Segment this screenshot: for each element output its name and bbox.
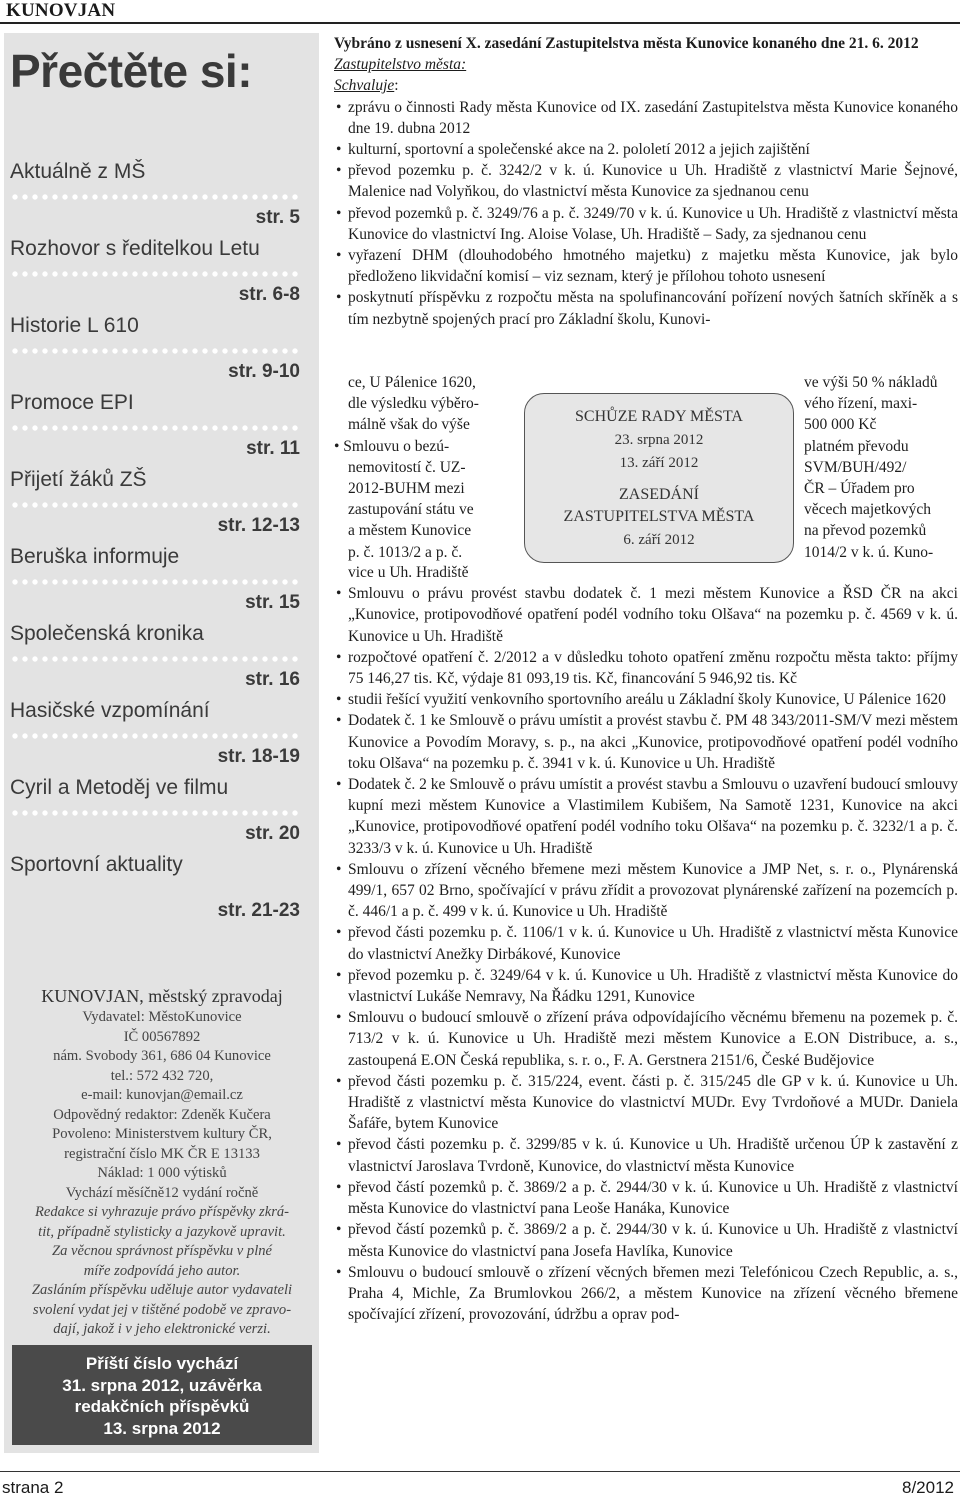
header-rule bbox=[0, 22, 960, 24]
toc-item-title: Beruška informuje bbox=[10, 545, 180, 568]
list-item: • převod částí pozemků p. č. 3869/2 a p. č. 2944/30 v k. ú. Kunovice u Uh. Hradiště z vlastnictví města Kunovice do vlastnictví pana Josefa Havlíka, Kunovice bbox=[336, 1221, 958, 1260]
list-item: • Smlouvu o zřízení věcného břemene mezi městem Kunovice a JMP Net, s. r. o., Plynárenská 499/1, 657 02 Brno, spočívající v právu zřídit a provozovat plynárenské zařízení na pozemcích p. č. 446/1 a p. č. 499 v k. ú. Kunovice u Uh. Hradiště bbox=[336, 860, 958, 921]
list-item: • Smlouvu o budoucí smlouvě o zřízení věcných břemen mezi Telefónicou Czech Republic, a. s., Praha 4, Michle, Za Brumlovkou 266/2, a městem Kunovice na zřízení věcného břemene spočívající zřízení, provozování, údržbu a oprav pod- bbox=[336, 1263, 958, 1324]
next-issue-box bbox=[12, 1345, 312, 1445]
toc-item[interactable] bbox=[10, 314, 308, 391]
imprint-note: Za věcnou správnost příspěvku v plné bbox=[51, 1243, 273, 1259]
toc-item[interactable] bbox=[10, 699, 308, 776]
list-item: • převod částí pozemků p. č. 3869/2 a p. č. 2944/30 v k. ú. Kunovice u Uh. Hradiště z vlastnictví města Kunovice do vlastnictví pana Leoše Hanáka, Kunovice bbox=[336, 1178, 958, 1218]
list-item: • převod části pozemku p. č. 1106/1 v k. ú. Kunovice u Uh. Hradiště z vlastnictví města Kunovice do vlastnictví Anežky Dirbákové, Kunovice bbox=[336, 924, 958, 963]
toc-item-title: Sportovní aktuality bbox=[10, 853, 183, 876]
article-bottom bbox=[334, 562, 958, 1325]
imprint-frequency: Vychází měsíčně12 vydání ročně bbox=[65, 1184, 259, 1201]
imprint-permission: Povoleno: Ministerstvem kultury ČR, bbox=[52, 1126, 272, 1142]
wrap-line: vého řízení, maxi- bbox=[804, 395, 918, 413]
imprint-note: Zasláním příspěvku uděluje autor vydavateli bbox=[31, 1282, 293, 1298]
toc-heading: Přečtěte si: bbox=[10, 45, 253, 97]
toc-item-title: Cyril a Metoděj ve filmu bbox=[10, 776, 229, 799]
dotted-divider bbox=[10, 193, 302, 201]
article-top bbox=[334, 33, 958, 330]
list-item: • kulturní, sportovní a společenské akce na 2. pololetí 2012 a jejich zajištění bbox=[336, 141, 810, 159]
imprint-note: tit, případně stylisticky a jazykově upravit. bbox=[38, 1223, 286, 1240]
next-issue-line: 13. srpna 2012 bbox=[103, 1418, 221, 1438]
wrap-line: nemovitostí č. UZ- bbox=[348, 458, 466, 476]
imprint-note: míře zodpovídá jeho autor. bbox=[83, 1262, 241, 1279]
council-meeting-title: SCHŮZE RADY MĚSTA bbox=[575, 408, 743, 425]
wrap-line: dle výsledku výběro- bbox=[348, 395, 479, 413]
dotted-divider bbox=[10, 270, 302, 278]
toc-item[interactable] bbox=[10, 776, 308, 853]
imprint bbox=[12, 985, 312, 1340]
dotted-divider bbox=[10, 501, 302, 509]
imprint-email[interactable]: e-mail: kunovjan@email.cz bbox=[81, 1087, 243, 1103]
imprint-publisher: Vydavatel: MěstoKunovice bbox=[82, 1009, 242, 1025]
imprint-note: svolení vydat jej v tištěné podobě ve zpravo- bbox=[32, 1301, 292, 1318]
toc-item-title: Promoce EPI bbox=[10, 391, 134, 414]
dotted-divider bbox=[10, 809, 302, 817]
wrap-line: p. č. 1013/2 a p. č. bbox=[348, 543, 463, 561]
assembly-title: ZASEDÁNÍ bbox=[619, 486, 699, 503]
wrap-line: ce, U Pálenice 1620, bbox=[348, 374, 476, 391]
wrap-line: SVM/BUH/492/ bbox=[804, 458, 907, 476]
list-item: • převod pozemků p. č. 3249/76 a p. č. 3249/70 v k. ú. Kunovice u Uh. Hradiště z vlastnictví města Kunovice do vlastnictví Ing. Aloise Volase, Uh. Hradiště – Sady, za sjednanou cenu bbox=[336, 204, 958, 243]
toc-item-title: Přijetí žáků ZŠ bbox=[10, 468, 147, 491]
toc-item-title: Aktuálně z MŠ bbox=[10, 160, 146, 183]
toc-item[interactable] bbox=[10, 545, 308, 622]
dotted-divider bbox=[10, 424, 302, 432]
meetings-box bbox=[524, 393, 794, 563]
toc-item-page: str. 11 bbox=[246, 438, 300, 459]
wrap-line: 500 000 Kč bbox=[804, 416, 877, 434]
toc-item-page: str. 12-13 bbox=[217, 515, 300, 536]
issue-number: 8/2012 bbox=[902, 1478, 954, 1497]
toc-item[interactable] bbox=[10, 853, 308, 930]
wrap-right-column bbox=[804, 372, 958, 563]
wrap-line: ve výši 50 % nákladů bbox=[804, 374, 938, 391]
list-item: • rozpočtové opatření č. 2/2012 a v důsledku tohoto opatření změnu rozpočtu města takto: příjmy 75 146,27 tis. Kč, výdaje 81 093,19 tis. Kč, financování 5 946,92 tis. Kč bbox=[336, 648, 958, 688]
wrap-line: a městem Kunovice bbox=[348, 522, 472, 540]
wrap-line: 1014/2 v k. ú. Kuno- bbox=[804, 543, 934, 561]
imprint-note: dají, jakož i v jeho elektronické verzi. bbox=[53, 1321, 271, 1337]
dotted-divider bbox=[10, 655, 302, 663]
approves-colon: : bbox=[394, 77, 399, 95]
wrap-line: zastupování státu ve bbox=[348, 501, 474, 519]
toc-item-title: Rozhovor s ředitelkou Letu bbox=[10, 237, 260, 260]
list-item: • poskytnutí příspěvku z rozpočtu města na spolufinancování pořízení nových šatních skříněk a s tím nezbytně spojených prací pro Základní školu, Kunovi- bbox=[336, 289, 958, 328]
imprint-title: KUNOVJAN, městský zpravodaj bbox=[41, 986, 283, 1006]
page-number: strana 2 bbox=[2, 1478, 64, 1497]
imprint-address: nám. Svobody 361, 686 04 Kunovice bbox=[53, 1048, 271, 1064]
council-heading: Zastupitelstvo města: bbox=[334, 56, 467, 74]
imprint-circulation: Náklad: 1 000 výtisků bbox=[97, 1165, 227, 1181]
toc-item[interactable] bbox=[10, 160, 308, 237]
meeting-date: 23. srpna 2012 bbox=[614, 432, 704, 448]
list-item: • převod části pozemku p. č. 315/224, event. části p. č. 315/245 dle GP v k. ú. Kunovice u Uh. Hradiště z vlastnictví města Kunovice do vlastnictví MUDr. Evy Tvrdoňové a MUDr. Daniela Šafáře, bytem Kunovice bbox=[336, 1072, 958, 1133]
toc-item-page: str. 15 bbox=[245, 592, 300, 613]
next-issue-line: 31. srpna 2012, uzávěrka bbox=[62, 1375, 262, 1395]
list-item: • studii řešící využití venkovního sportovního areálu u Základní školy Kunovice, U Pálenice 1620 bbox=[336, 691, 946, 709]
imprint-phone: tel.: 572 432 720, bbox=[110, 1067, 214, 1084]
meeting-date: 6. září 2012 bbox=[623, 532, 695, 548]
dotted-divider bbox=[10, 347, 302, 355]
article-lead: Vybráno z usnesení X. zasedání Zastupitelstva města Kunovice konaného dne 21. 6. 2012 bbox=[334, 35, 919, 52]
imprint-note: Redakce si vyhrazuje právo příspěvky zkrá- bbox=[34, 1204, 290, 1220]
approves-heading bbox=[334, 75, 958, 96]
list-item: • vyřazení DHM (dlouhodobého hmotného majetku) z majetku města Kunovice, jak bylo předloženo likvidační komisí – viz seznam, který je přílohou tohoto usnesení bbox=[336, 247, 958, 286]
toc-item[interactable] bbox=[10, 468, 308, 545]
meeting-date: 13. září 2012 bbox=[619, 455, 699, 471]
list-item: • převod pozemku p. č. 3249/64 v k. ú. Kunovice u Uh. Hradiště z vlastnictví města Kunovice do vlastnictví Lukáše Nemravy, Na Řádku 1291, Kunovice bbox=[336, 966, 958, 1006]
wrap-line: 2012-BUHM mezi bbox=[348, 480, 465, 498]
toc-item-page: str. 20 bbox=[245, 823, 300, 844]
imprint-registration: registrační číslo MK ČR E 13133 bbox=[64, 1145, 260, 1162]
newsletter-title: KUNOVJAN bbox=[6, 0, 116, 21]
list-item: • převod části pozemku p. č. 3299/85 v k. ú. Kunovice u Uh. Hradiště určenou ÚP k zastavění z vlastnictví Jaroslava Tvrdoně, Kunovice, do vlastnictví města Kunovice bbox=[336, 1136, 958, 1175]
wrap-left-column bbox=[334, 372, 526, 563]
toc-item[interactable] bbox=[10, 237, 308, 314]
footer-rule bbox=[0, 1471, 960, 1472]
list-item: • Dodatek č. 2 ke Smlouvě o právu umístit a provést stavbu a Smlouvu o uzavření budoucí smlouvy kupní mezi městem Kunovice a Vlastimilem Kubišem, Na Samotě 1231, Kunovice na akci „Kunovice, protipovodňové opatření podél vodního toku Olšava“ na pozemku p. č. 3232/1 a p. č. 3233/3 v k. ú. Kunovice u Uh. Hradiště bbox=[336, 776, 958, 857]
next-issue-line: Příští číslo vychází bbox=[85, 1354, 239, 1373]
toc-item-title: Společenská kronika bbox=[10, 622, 204, 645]
toc-item-page: str. 9-10 bbox=[228, 361, 300, 382]
toc-item-page: str. 18-19 bbox=[217, 746, 300, 767]
imprint-ic: IČ 00567892 bbox=[123, 1028, 201, 1045]
wrap-line: ČR – Úřadem pro bbox=[804, 480, 915, 498]
assembly-title: ZASTUPITELSTVA MĚSTA bbox=[563, 508, 755, 525]
toc-item-page: str. 5 bbox=[255, 207, 300, 228]
dotted-divider bbox=[10, 732, 302, 740]
wrap-line: platném převodu bbox=[804, 437, 909, 455]
wrap-line: • Smlouvu o bezú- bbox=[334, 437, 450, 455]
toc-item-page: str. 16 bbox=[245, 669, 300, 690]
wrap-tail: vice u Uh. Hradiště bbox=[348, 564, 469, 581]
list-item: • Smlouvu o budoucí smlouvě o zřízení práva odpovídajícího věcnému břemenu na pozemek p. č. 713/2 v k. ú. Kunovice u Uh. Hradiště mezi městem Kunovice a E.ON Distribuce, a. s., zastoupená E.ON Česká republika, s. r. o., F. A. Gerstnera 2151/6, České Budějovice bbox=[336, 1009, 958, 1069]
list-item: • zprávu o činnosti Rady města Kunovice od IX. zasedání Zastupitelstva města Kunovice konaného dne 19. dubna 2012 bbox=[336, 98, 958, 137]
toc-item-title: Historie L 610 bbox=[10, 314, 139, 337]
wrap-line: málně však do výše bbox=[348, 416, 470, 434]
approves-label: Schvaluje bbox=[334, 77, 395, 95]
wrap-line: na převod pozemků bbox=[804, 522, 927, 540]
list-item: • převod pozemku p. č. 3242/2 v k. ú. Kunovice u Uh. Hradiště z vlastnictví Marie Šejnové, Malenice nad Volyňkou, do vlastnictví města Kunovice za sjednanou cenu bbox=[336, 162, 958, 201]
toc-item-title: Hasičské vzpomínání bbox=[10, 699, 210, 722]
article-subheading bbox=[334, 54, 958, 75]
toc-item-page: str. 21-23 bbox=[217, 900, 300, 921]
toc-list bbox=[10, 160, 308, 930]
toc-item[interactable] bbox=[10, 391, 308, 468]
next-issue-line: redakčních příspěvků bbox=[74, 1397, 250, 1416]
list-item: • Smlouvu o právu provést stavbu dodatek č. 1 mezi městem Kunovice a ŘSD ČR na akci „Kunovice, protipovodňové opatření podél vodního toku Olšava“ na pozemku p. č. 4569 v k. ú. Kunovice u Uh. Hradiště bbox=[336, 585, 958, 645]
imprint-editor: Odpovědný redaktor: Zdeněk Kučera bbox=[53, 1106, 271, 1123]
wrap-line: věcech majetkových bbox=[804, 501, 931, 519]
toc-item[interactable] bbox=[10, 622, 308, 699]
dotted-divider bbox=[10, 578, 302, 586]
list-item: • Dodatek č. 1 ke Smlouvě o právu umístit a provést stavbu č. PM 48 343/2011-SM/V mezi městem Kunovice a Povodím Moravy, s. p., na akci „Kunovice, protipovodňové opatření podél vodního toku Olšava“ na pozemku p. č. 3941 v k. ú. Kunovice u Uh. Hradiště bbox=[336, 712, 958, 772]
toc-item-page: str. 6-8 bbox=[238, 284, 300, 305]
